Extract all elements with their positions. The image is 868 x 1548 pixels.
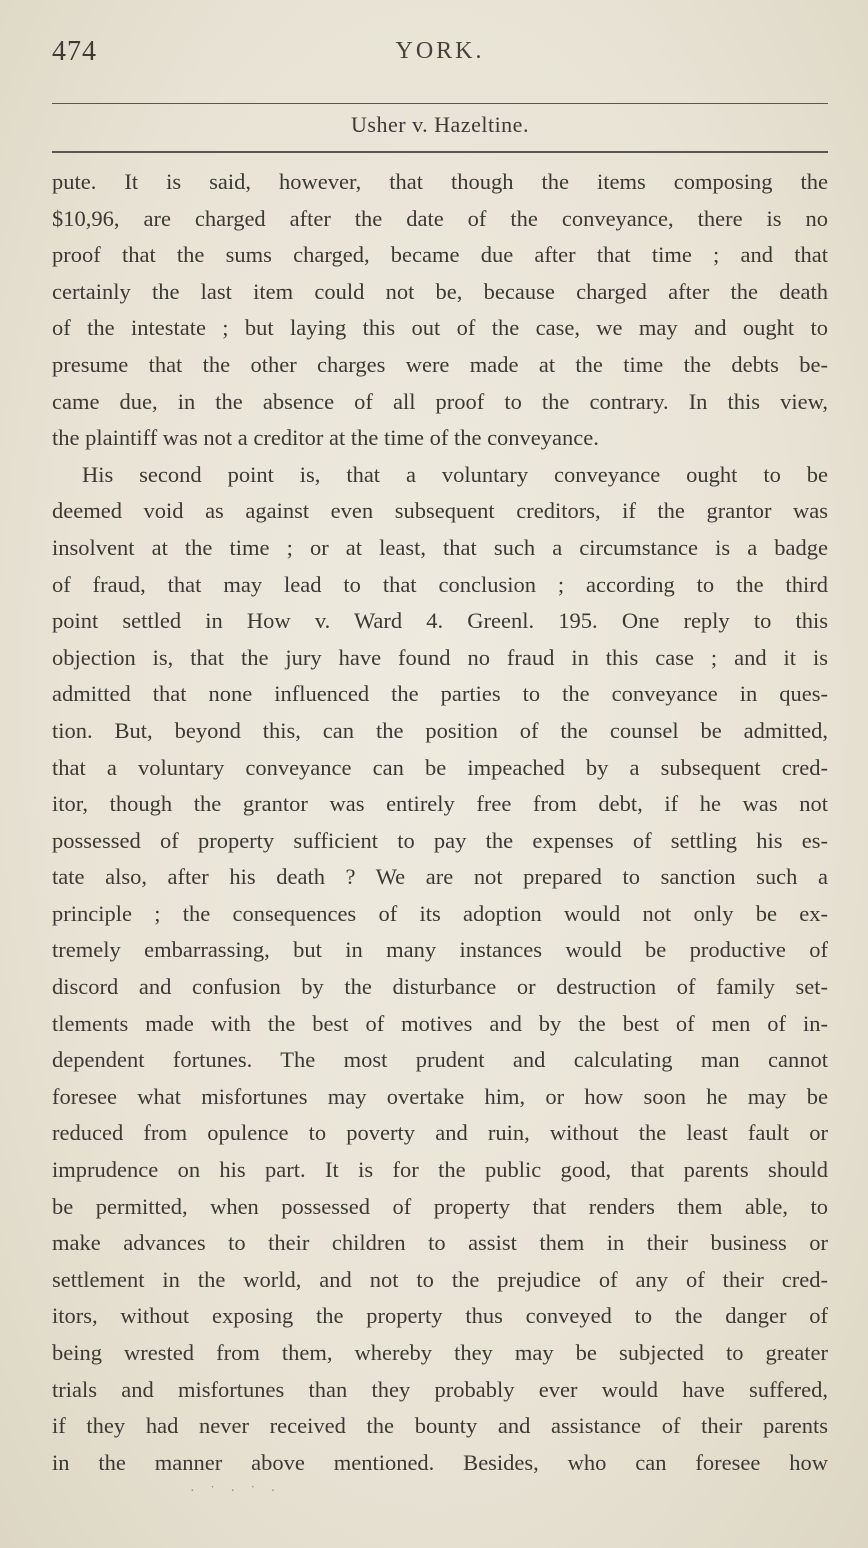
- body-line: if they had never received the bounty and assistance of their parents: [52, 1413, 828, 1439]
- body-line: tremely embarrassing, but in many instances would be productive of: [52, 937, 828, 963]
- body-line: His second point is, that a voluntary conveyance ought to be: [82, 461, 828, 487]
- body-line: in the manner above mentioned. Besides, who can foresee how: [52, 1449, 828, 1475]
- body-line: tlements made with the best of motives and by the best of men of in-: [52, 1010, 828, 1036]
- body-line: $10,96, are charged after the date of the conveyance, there is no: [52, 205, 828, 231]
- running-title: YORK.: [395, 38, 485, 64]
- body-line: itors, without exposing the property thus conveyed to the danger of: [52, 1303, 828, 1329]
- body-line: trials and misfortunes than they probably ever would have suffered,: [52, 1376, 828, 1402]
- paper-specks: · ˙ · ˙ ·: [190, 1484, 282, 1499]
- body-line: possessed of property sufficient to pay the expenses of settling his es-: [52, 827, 828, 853]
- body-text: [52, 164, 828, 1481]
- header-rule-top: [52, 103, 828, 104]
- body-line: proof that the sums charged, became due after that time ; and that: [52, 242, 828, 268]
- body-line: objection is, that the jury have found no fraud in this case ; and it is: [52, 644, 828, 670]
- body-line: imprudence on his part. It is for the public good, that parents should: [52, 1157, 828, 1183]
- page-number: 474: [52, 36, 97, 67]
- body-line: the plaintiff was not a creditor at the time of the conveyance.: [52, 425, 599, 451]
- body-line: came due, in the absence of all proof to the contrary. In this view,: [52, 388, 828, 414]
- body-line: foresee what misfortunes may overtake him, or how soon he may be: [52, 1083, 828, 1109]
- body-line: that a voluntary conveyance can be impeached by a subsequent cred-: [52, 754, 828, 780]
- body-line: reduced from opulence to poverty and ruin, without the least fault or: [52, 1120, 828, 1146]
- body-line: insolvent at the time ; or at least, that such a circumstance is a badge: [52, 534, 828, 560]
- body-line: itor, though the grantor was entirely free from debt, if he was not: [52, 791, 828, 817]
- header-rule-bottom: [52, 151, 828, 153]
- body-line: of the intestate ; but laying this out of the case, we may and ought to: [52, 315, 828, 341]
- body-line: tate also, after his death ? We are not prepared to sanction such a: [52, 864, 828, 890]
- body-line: being wrested from them, whereby they may be subjected to greater: [52, 1340, 828, 1365]
- body-line: dependent fortunes. The most prudent and calculating man cannot: [52, 1047, 828, 1073]
- body-line: settlement in the world, and not to the prejudice of any of their cred-: [52, 1266, 828, 1292]
- body-line: certainly the last item could not be, because charged after the death: [52, 278, 828, 304]
- body-line: discord and confusion by the disturbance or destruction of family set-: [52, 974, 828, 1000]
- body-line: pute. It is said, however, that though the items composing the: [52, 169, 828, 194]
- body-line: make advances to their children to assist them in their business or: [52, 1230, 828, 1256]
- body-line: of fraud, that may lead to that conclusion ; according to the third: [52, 571, 828, 597]
- body-line: principle ; the consequences of its adoption would not only be ex-: [52, 900, 828, 926]
- body-line: be permitted, when possessed of property that renders them able, to: [52, 1193, 828, 1219]
- body-line: deemed void as against even subsequent creditors, if the grantor was: [52, 498, 828, 524]
- case-title: Usher v. Hazeltine.: [351, 112, 529, 137]
- body-line: tion. But, beyond this, can the position of the counsel be admitted,: [52, 717, 828, 743]
- running-head: [52, 36, 828, 76]
- body-line: point settled in How v. Ward 4. Greenl. 195. One reply to this: [52, 608, 828, 634]
- body-line: admitted that none influenced the parties to the conveyance in ques-: [52, 681, 828, 707]
- body-line: presume that the other charges were made at the time the debts be-: [52, 351, 828, 377]
